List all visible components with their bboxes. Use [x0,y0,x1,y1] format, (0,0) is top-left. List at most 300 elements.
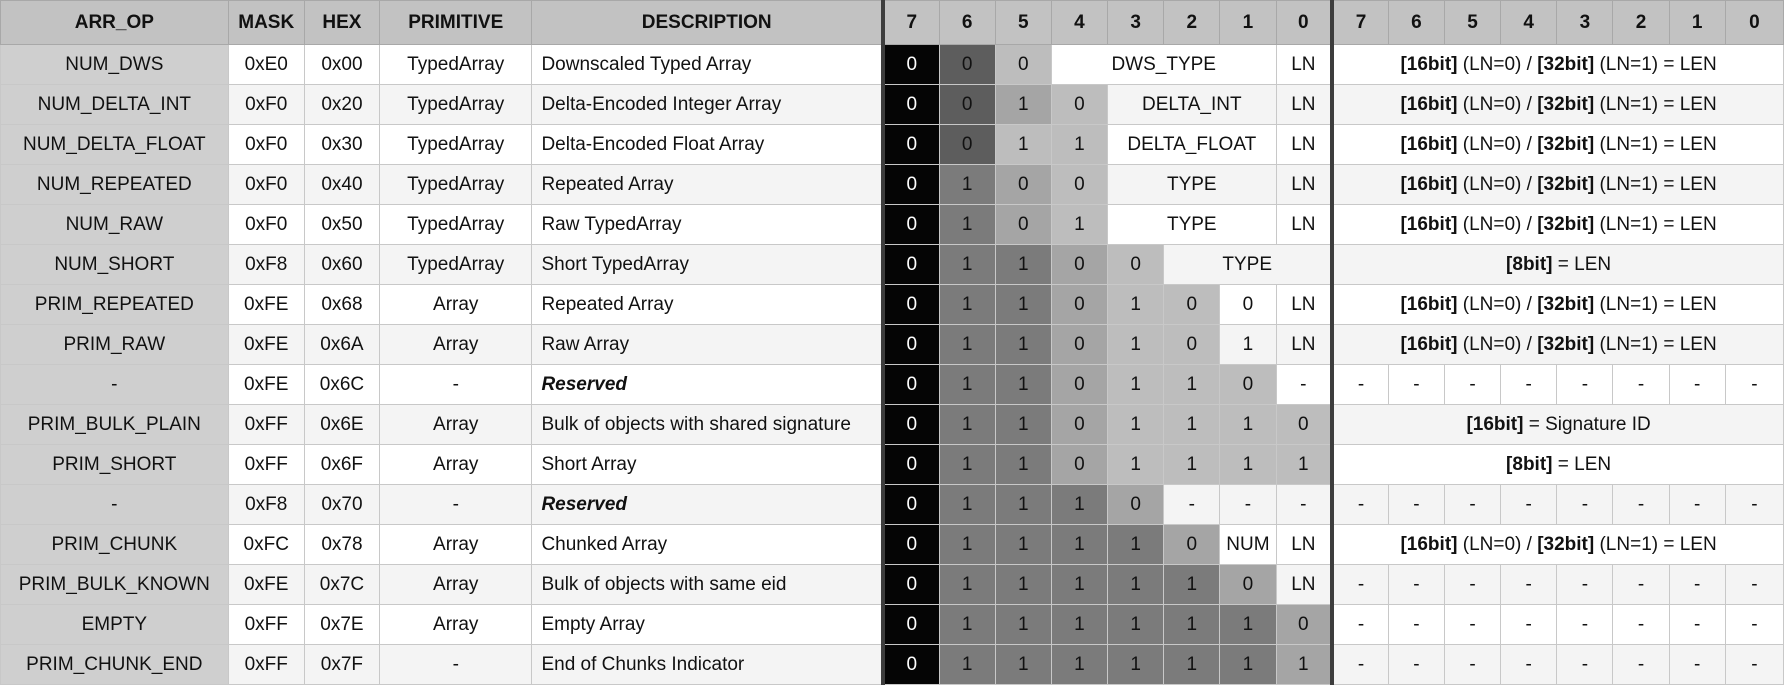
bit-cell: 0 [939,85,995,125]
hex-value: 0x6F [304,445,379,485]
len-16bit-label: [16bit] [1400,333,1458,355]
bit-cell: 0 [1051,245,1107,285]
next-bit-cell: - [1669,565,1725,605]
mask-value: 0xFE [228,325,304,365]
primitive-type: Array [380,605,532,645]
primitive-type: - [380,485,532,525]
arr-op-name: NUM_SHORT [1,245,229,285]
len-ln0-text: (LN=0) / [1457,333,1538,355]
next-bit-cell: - [1725,565,1783,605]
table-row [1,365,1784,405]
bit-cell: 1 [939,645,995,685]
next-bit-cell: - [1725,605,1783,645]
table-row [1,525,1784,565]
length-field [1332,285,1783,325]
primitive-type: Array [380,565,532,605]
next-bit-cell: - [1501,645,1557,685]
len-ln0-text: (LN=0) / [1457,293,1538,315]
next-bit-cell: - [1669,485,1725,525]
bit-cell: 0 [883,45,939,85]
bit-cell: 0 [995,205,1051,245]
bit-cell: 1 [1164,605,1220,645]
description: Short TypedArray [532,245,883,285]
len-ln1-text: (LN=1) = LEN [1594,213,1717,235]
len-32bit-label: [32bit] [1537,533,1595,555]
mask-value: 0xFF [228,405,304,445]
header-next-bit-2: 2 [1613,1,1669,45]
primitive-type: Array [380,285,532,325]
primitive-type: TypedArray [380,205,532,245]
bit-cell: 1 [1108,285,1164,325]
primitive-type: Array [380,405,532,445]
bit-cell: 1 [1164,405,1220,445]
description: End of Chunks Indicator [532,645,883,685]
bit-cell: 0 [883,565,939,605]
length-field [1332,445,1783,485]
bit-cell: 1 [1108,565,1164,605]
bit-cell: 0 [1108,485,1164,525]
len-ln1-text: (LN=1) = LEN [1594,133,1717,155]
table-row [1,45,1784,85]
bit-cell: 1 [1108,645,1164,685]
bit-cell: 0 [1051,365,1107,405]
description: Delta-Encoded Integer Array [532,85,883,125]
arr-op-name: PRIM_SHORT [1,445,229,485]
bit-cell: 0 [883,325,939,365]
bit-cell: 1 [995,645,1051,685]
bit-cell: 0 [1220,565,1276,605]
bit-cell: 0 [1164,525,1220,565]
bit-cell: 0 [995,165,1051,205]
bit-cell: 1 [1220,645,1276,685]
arr-op-name: PRIM_RAW [1,325,229,365]
bit-cell: 1 [995,565,1051,605]
next-bit-cell: - [1444,485,1500,525]
mask-value: 0xF0 [228,165,304,205]
next-bit-cell: - [1669,605,1725,645]
arr-op-name: PRIM_BULK_KNOWN [1,565,229,605]
header-bit-6: 6 [939,1,995,45]
mask-value: 0xF0 [228,85,304,125]
bit-cell: DELTA_FLOAT [1108,125,1276,165]
bit-cell: 0 [1051,165,1107,205]
bit-cell: 1 [1220,405,1276,445]
bit-cell: 1 [1051,205,1107,245]
bit-cell: 1 [1051,565,1107,605]
bit-cell: 0 [883,205,939,245]
len-32bit-label: [32bit] [1537,53,1595,75]
description: Raw Array [532,325,883,365]
bit-cell: 1 [995,445,1051,485]
description: Raw TypedArray [532,205,883,245]
mask-value: 0xFE [228,565,304,605]
description: Chunked Array [532,525,883,565]
bit-cell: 0 [883,245,939,285]
length-meaning: = Signature ID [1523,413,1651,435]
mask-value: 0xF8 [228,485,304,525]
bit-cell: 0 [939,125,995,165]
arr-op-name: NUM_DELTA_INT [1,85,229,125]
bit-cell: LN [1276,125,1332,165]
next-bit-cell: - [1388,605,1444,645]
next-bit-cell: - [1388,485,1444,525]
bit-cell: 0 [883,645,939,685]
len-32bit-label: [32bit] [1537,173,1595,195]
table-row [1,605,1784,645]
next-bit-cell: - [1332,565,1388,605]
primitive-type: TypedArray [380,85,532,125]
bit-cell: DWS_TYPE [1051,45,1276,85]
len-ln1-text: (LN=1) = LEN [1594,293,1717,315]
bit-cell: 0 [883,165,939,205]
primitive-type: Array [380,525,532,565]
bit-cell: 1 [1276,645,1332,685]
bit-cell: 0 [883,445,939,485]
hex-value: 0x7F [304,645,379,685]
next-bit-cell: - [1669,365,1725,405]
len-32bit-label: [32bit] [1537,213,1595,235]
arr-op-name: PRIM_BULK_PLAIN [1,405,229,445]
bit-cell: 0 [883,285,939,325]
bit-cell: 1 [1051,525,1107,565]
header-next-bit-1: 1 [1669,1,1725,45]
hex-value: 0x6A [304,325,379,365]
bit-cell: 0 [995,45,1051,85]
bit-cell: 0 [1220,365,1276,405]
header-arr-op: ARR_OP [1,1,229,45]
description: Repeated Array [532,285,883,325]
bit-cell: LN [1276,325,1332,365]
bit-cell: 1 [1164,445,1220,485]
length-field [1332,165,1783,205]
hex-value: 0x7C [304,565,379,605]
table-row [1,485,1784,525]
bit-cell: TYPE [1108,165,1276,205]
len-32bit-label: [32bit] [1537,133,1595,155]
mask-value: 0xFE [228,285,304,325]
len-ln0-text: (LN=0) / [1457,533,1538,555]
bit-cell: 1 [939,485,995,525]
bit-cell: 0 [1051,405,1107,445]
length-bits-label: [8bit] [1506,253,1553,275]
length-field [1332,45,1783,85]
length-meaning: = LEN [1552,453,1612,475]
bit-cell: 0 [1051,285,1107,325]
bit-cell: 0 [1051,85,1107,125]
len-ln0-text: (LN=0) / [1457,213,1538,235]
description: Short Array [532,445,883,485]
bit-cell: 0 [1051,325,1107,365]
bit-cell: 1 [1276,445,1332,485]
bit-cell: 1 [995,605,1051,645]
bit-cell: 1 [995,365,1051,405]
primitive-type: Array [380,325,532,365]
length-field [1332,245,1783,285]
bit-cell: 0 [939,45,995,85]
arr-op-name: NUM_REPEATED [1,165,229,205]
next-bit-cell: - [1388,565,1444,605]
primitive-type: - [380,645,532,685]
arr-op-name: EMPTY [1,605,229,645]
header-next-bit-4: 4 [1501,1,1557,45]
hex-value: 0x6E [304,405,379,445]
mask-value: 0xFF [228,445,304,485]
hex-value: 0x6C [304,365,379,405]
next-bit-cell: - [1388,365,1444,405]
header-row [1,1,1784,45]
next-bit-cell: - [1332,365,1388,405]
bit-cell: - [1276,485,1332,525]
next-bit-cell: - [1501,605,1557,645]
len-32bit-label: [32bit] [1537,293,1595,315]
hex-value: 0x68 [304,285,379,325]
bit-cell: 1 [1108,325,1164,365]
mask-value: 0xFF [228,605,304,645]
len-ln1-text: (LN=1) = LEN [1594,173,1717,195]
description: Bulk of objects with same eid [532,565,883,605]
bit-cell: 1 [1051,125,1107,165]
bit-cell: DELTA_INT [1108,85,1276,125]
len-16bit-label: [16bit] [1400,93,1458,115]
bit-cell: 1 [939,245,995,285]
next-bit-cell: - [1557,605,1613,645]
table-row [1,205,1784,245]
next-bit-cell: - [1557,365,1613,405]
length-field [1332,205,1783,245]
arr-op-name: - [1,485,229,525]
primitive-type: TypedArray [380,125,532,165]
len-16bit-label: [16bit] [1400,173,1458,195]
bit-cell: 1 [1108,605,1164,645]
bit-cell: 1 [1164,565,1220,605]
table-row [1,565,1784,605]
header-bit-3: 3 [1108,1,1164,45]
bit-cell: 1 [1108,445,1164,485]
header-next-bit-5: 5 [1444,1,1500,45]
bit-cell: LN [1276,285,1332,325]
hex-value: 0x60 [304,245,379,285]
header-next-bit-0: 0 [1725,1,1783,45]
header-next-bit-6: 6 [1388,1,1444,45]
length-field [1332,125,1783,165]
bit-cell: NUM [1220,525,1276,565]
next-bit-cell: - [1557,565,1613,605]
primitive-type: Array [380,445,532,485]
bit-cell: 1 [939,525,995,565]
len-ln1-text: (LN=1) = LEN [1594,53,1717,75]
bit-cell: - [1220,485,1276,525]
next-bit-cell: - [1613,565,1669,605]
next-bit-cell: - [1669,645,1725,685]
table-row [1,325,1784,365]
length-field [1332,85,1783,125]
len-ln0-text: (LN=0) / [1457,53,1538,75]
hex-value: 0x30 [304,125,379,165]
hex-value: 0x20 [304,85,379,125]
bit-cell: 1 [995,325,1051,365]
next-bit-cell: - [1725,365,1783,405]
mask-value: 0xFE [228,365,304,405]
length-bits-label: [8bit] [1506,453,1553,475]
length-field [1332,525,1783,565]
next-bit-cell: - [1613,485,1669,525]
header-hex: HEX [304,1,379,45]
arr-op-name: NUM_DWS [1,45,229,85]
bit-cell: 0 [883,525,939,565]
next-bit-cell: - [1557,645,1613,685]
hex-value: 0x70 [304,485,379,525]
len-16bit-label: [16bit] [1400,213,1458,235]
len-16bit-label: [16bit] [1400,293,1458,315]
next-bit-cell: - [1725,485,1783,525]
next-bit-cell: - [1332,485,1388,525]
len-ln1-text: (LN=1) = LEN [1594,333,1717,355]
bit-cell: TYPE [1108,205,1276,245]
description: Reserved [532,485,883,525]
len-ln0-text: (LN=0) / [1457,133,1538,155]
bit-cell: 1 [1220,325,1276,365]
table-row [1,445,1784,485]
table-row [1,645,1784,685]
hex-value: 0x78 [304,525,379,565]
arr-op-name: NUM_RAW [1,205,229,245]
next-bit-cell: - [1388,645,1444,685]
header-bit-1: 1 [1220,1,1276,45]
bit-cell: 1 [1051,605,1107,645]
next-bit-cell: - [1501,365,1557,405]
next-bit-cell: - [1444,565,1500,605]
next-bit-cell: - [1332,645,1388,685]
bit-cell: 0 [883,485,939,525]
mask-value: 0xFF [228,645,304,685]
next-bit-cell: - [1501,485,1557,525]
arr-op-name: - [1,365,229,405]
len-16bit-label: [16bit] [1400,133,1458,155]
table-row [1,85,1784,125]
mask-value: 0xF0 [228,205,304,245]
bit-cell: TYPE [1164,245,1332,285]
hex-value: 0x00 [304,45,379,85]
bit-cell: LN [1276,525,1332,565]
bit-cell: LN [1276,205,1332,245]
next-bit-cell: - [1444,645,1500,685]
primitive-type: TypedArray [380,45,532,85]
table-row [1,245,1784,285]
len-ln0-text: (LN=0) / [1457,173,1538,195]
mask-value: 0xFC [228,525,304,565]
len-32bit-label: [32bit] [1537,333,1595,355]
bit-cell: 0 [1164,325,1220,365]
bit-cell: LN [1276,165,1332,205]
header-mask: MASK [228,1,304,45]
mask-value: 0xF8 [228,245,304,285]
next-bit-cell: - [1444,365,1500,405]
next-bit-cell: - [1444,605,1500,645]
bit-cell: 0 [883,405,939,445]
len-ln1-text: (LN=1) = LEN [1594,533,1717,555]
bit-cell: 0 [1051,445,1107,485]
bit-cell: 1 [1164,645,1220,685]
mask-value: 0xE0 [228,45,304,85]
header-bit-4: 4 [1051,1,1107,45]
bit-cell: 1 [995,525,1051,565]
description: Bulk of objects with shared signature [532,405,883,445]
header-bit-5: 5 [995,1,1051,45]
arr-op-name: NUM_DELTA_FLOAT [1,125,229,165]
header-description: DESCRIPTION [532,1,883,45]
table-row [1,285,1784,325]
description: Reserved [532,365,883,405]
hex-value: 0x50 [304,205,379,245]
len-ln0-text: (LN=0) / [1457,93,1538,115]
header-bit-2: 2 [1164,1,1220,45]
bit-cell: 0 [1220,285,1276,325]
bit-cell: 0 [1108,245,1164,285]
bit-cell: 1 [939,365,995,405]
next-bit-cell: - [1613,365,1669,405]
bit-cell: 1 [1051,645,1107,685]
len-16bit-label: [16bit] [1400,53,1458,75]
len-32bit-label: [32bit] [1537,93,1595,115]
bit-cell: 1 [939,605,995,645]
primitive-type: TypedArray [380,165,532,205]
next-bit-cell: - [1613,645,1669,685]
primitive-type: TypedArray [380,245,532,285]
header-bit-7: 7 [883,1,939,45]
bit-cell: 1 [1051,485,1107,525]
table-row [1,125,1784,165]
description: Repeated Array [532,165,883,205]
arr-op-name: PRIM_REPEATED [1,285,229,325]
bit-cell: 0 [883,365,939,405]
header-primitive: PRIMITIVE [380,1,532,45]
bit-cell: 1 [995,485,1051,525]
len-ln1-text: (LN=1) = LEN [1594,93,1717,115]
description: Delta-Encoded Float Array [532,125,883,165]
bit-cell: - [1164,485,1220,525]
bit-cell: 1 [995,245,1051,285]
bit-cell: 0 [1164,285,1220,325]
next-bit-cell: - [1725,645,1783,685]
length-field [1332,405,1783,445]
header-bit-0: 0 [1276,1,1332,45]
hex-value: 0x40 [304,165,379,205]
bit-cell: 1 [939,285,995,325]
bit-cell: 1 [939,405,995,445]
bit-cell: 1 [995,85,1051,125]
bit-cell: 1 [939,565,995,605]
length-meaning: = LEN [1552,253,1612,275]
bit-cell: LN [1276,565,1332,605]
description: Empty Array [532,605,883,645]
next-bit-cell: - [1613,605,1669,645]
bit-cell: 1 [939,205,995,245]
bit-cell: 1 [995,125,1051,165]
primitive-type: - [380,365,532,405]
opcode-rows [1,45,1784,685]
next-bit-cell: - [1332,605,1388,645]
table-row [1,405,1784,445]
bit-cell: 1 [995,405,1051,445]
bit-cell: 1 [1108,405,1164,445]
bit-cell: 1 [1220,445,1276,485]
header-next-bit-7: 7 [1332,1,1388,45]
next-bit-cell: - [1501,565,1557,605]
bit-cell: 1 [939,445,995,485]
bit-cell: 0 [883,125,939,165]
description: Downscaled Typed Array [532,45,883,85]
mask-value: 0xF0 [228,125,304,165]
